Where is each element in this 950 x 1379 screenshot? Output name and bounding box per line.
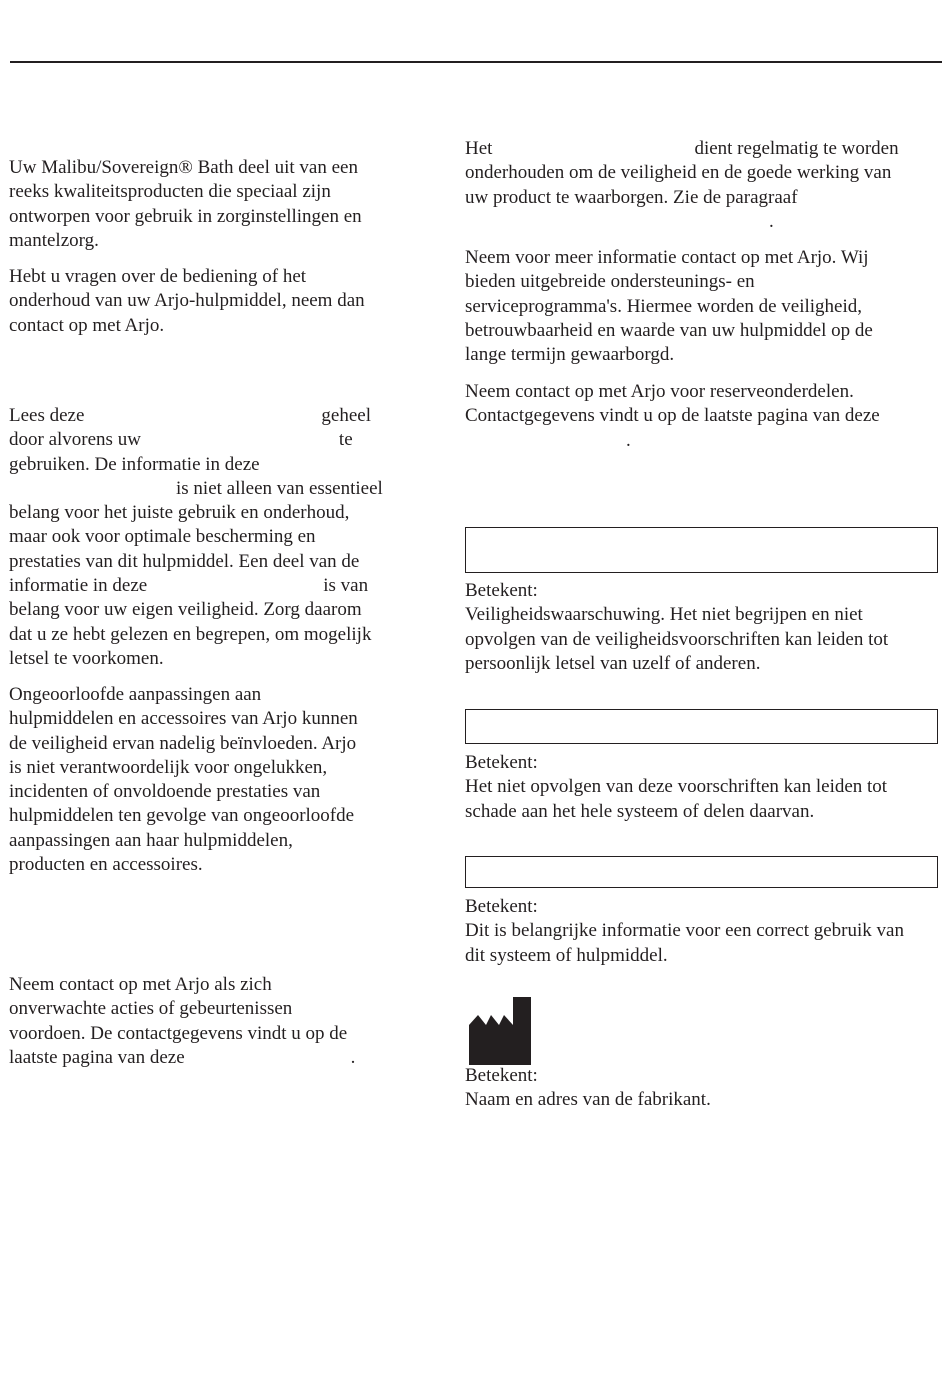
text-line: schade aan het hele systeem of delen daarvan. — [465, 800, 815, 822]
text-line: prestaties van dit hulpmiddel. Een deel van de — [9, 550, 360, 572]
text-span: door alvorens uw — [9, 429, 141, 451]
text-line: Betekent: — [465, 752, 538, 773]
text-line: dat u ze hebt gelezen en begrepen, om mogelijk — [9, 623, 372, 645]
incidents-paragraph — [9, 973, 404, 1070]
text-line: Ongeoorloofde aanpassingen aan — [9, 684, 262, 705]
text-line: Contactgegevens vindt u op de laatste pagina van deze — [465, 405, 880, 427]
text-line: de veiligheid ervan nadelig beïnvloeden. Arjo — [9, 732, 357, 754]
modifications-paragraph — [9, 683, 404, 877]
text-line — [465, 429, 943, 453]
text-span: informatie in deze — [9, 575, 148, 597]
warning-label-box — [465, 527, 938, 573]
text-line: Betekent: — [465, 580, 538, 601]
caution-label-box — [465, 709, 938, 744]
text-span: . — [626, 429, 631, 451]
text-line: belang voor uw eigen veiligheid. Zorg daarom — [9, 599, 362, 621]
text-line: Het niet opvolgen van deze voorschriften kan leiden tot — [465, 776, 888, 798]
text-line: mantelzorg. — [9, 229, 99, 251]
maintenance-paragraph — [465, 137, 943, 234]
text-line: bieden uitgebreide ondersteunings- en — [465, 271, 755, 293]
text-line: incidenten of onvoldoende prestaties van — [9, 781, 321, 803]
text-line: voordoen. De contactgegevens vindt u op de — [9, 1022, 348, 1044]
text-span: Het — [465, 138, 493, 159]
text-line: onderhouden om de veiligheid en de goede werking van — [465, 162, 892, 184]
text-line: contact op met Arjo. — [9, 314, 165, 336]
text-span: geheel — [321, 405, 371, 426]
text-line: opvolgen van de veiligheidsvoorschriften kan leiden tot — [465, 628, 889, 650]
text-line: Naam en adres van de fabrikant. — [465, 1089, 711, 1111]
text-line: dit systeem of hulpmiddel. — [465, 944, 668, 966]
text-line: Neem voor meer informatie contact op met Arjo. Wij — [465, 247, 869, 268]
spare-parts-paragraph — [465, 380, 943, 453]
note-label-box — [465, 856, 938, 888]
text-line — [9, 428, 404, 452]
read-instructions-paragraph — [9, 404, 404, 671]
text-span: laatste pagina van deze — [9, 1046, 185, 1068]
manufacturer-meaning — [465, 1064, 943, 1113]
text-span: dient regelmatig te worden — [694, 138, 899, 159]
text-span: te — [338, 429, 353, 451]
text-line: Betekent: — [465, 896, 538, 917]
text-line: Hebt u vragen over de bediening of het — [9, 266, 307, 287]
text-line: maar ook voor optimale bescherming en — [9, 526, 316, 548]
text-span: is van — [323, 575, 369, 597]
text-span: . — [769, 210, 774, 232]
text-line: letsel te voorkomen. — [9, 647, 164, 669]
intro-paragraph — [9, 156, 404, 253]
text-line: serviceprogramma's. Hiermee worden de veiligheid, — [465, 295, 862, 317]
text-line: belang voor het juiste gebruik en onderhoud, — [9, 502, 350, 524]
text-line — [9, 477, 404, 501]
text-line: lange termijn gewaarborgd. — [465, 344, 675, 366]
text-line — [9, 404, 404, 428]
text-line: producten en accessoires. — [9, 854, 203, 876]
text-line — [465, 137, 943, 161]
text-line: is niet verantwoordelijk voor ongelukken, — [9, 756, 328, 778]
warning-meaning — [465, 579, 943, 676]
text-line: Uw Malibu/Sovereign® Bath deel uit van een — [9, 157, 358, 178]
caution-meaning — [465, 751, 943, 824]
text-line: Veiligheidswaarschuwing. Het niet begrijpen en niet — [465, 604, 863, 626]
text-line: ontworpen voor gebruik in zorginstellingen en — [9, 205, 362, 227]
text-line: onverwachte acties of gebeurtenissen — [9, 998, 293, 1020]
note-meaning — [465, 895, 943, 968]
text-line: gebruiken. De informatie in deze — [9, 453, 260, 475]
text-line: onderhoud van uw Arjo-hulpmiddel, neem dan — [9, 290, 365, 312]
text-line: Dit is belangrijke informatie voor een correct gebruik van — [465, 920, 904, 942]
text-line: Betekent: — [465, 1065, 538, 1086]
text-span: Lees deze — [9, 405, 85, 426]
text-line — [465, 210, 943, 234]
text-line: aanpassingen aan haar hulpmiddelen, — [9, 829, 293, 851]
text-line: hulpmiddelen en accessoires van Arjo kunnen — [9, 708, 358, 730]
text-line: persoonlijk letsel van uzelf of anderen. — [465, 652, 761, 674]
header-rule — [10, 61, 942, 63]
text-line: Neem contact op met Arjo voor reserveonderdelen. — [465, 381, 854, 402]
text-line: hulpmiddelen ten gevolge van ongeoorloofde — [9, 805, 355, 827]
support-paragraph — [465, 246, 943, 367]
questions-paragraph — [9, 265, 404, 338]
text-line — [9, 574, 404, 598]
text-span: is niet alleen van essentieel — [176, 477, 383, 499]
text-line: Neem contact op met Arjo als zich — [9, 974, 272, 995]
text-line — [9, 1046, 404, 1070]
factory-icon — [469, 997, 531, 1065]
text-line: betrouwbaarheid en waarde van uw hulpmiddel op de — [465, 319, 873, 341]
text-line: reeks kwaliteitsproducten die speciaal zijn — [9, 181, 331, 203]
text-line: uw product te waarborgen. Zie de paragraaf — [465, 186, 798, 208]
text-span: . — [350, 1046, 356, 1068]
